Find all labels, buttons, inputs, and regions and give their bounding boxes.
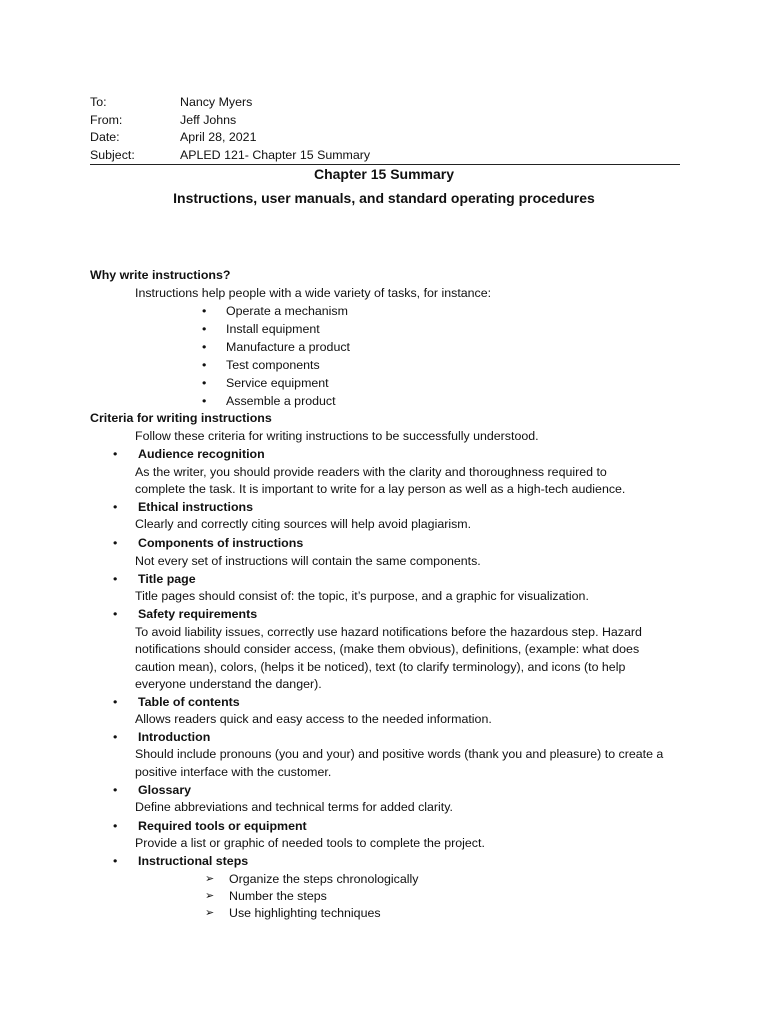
criteria-bullet-icon: • [113, 607, 118, 621]
why-item: Service equipment [226, 376, 329, 390]
criteria-item-label: Instructional steps [138, 854, 249, 868]
criteria-bullet-icon: • [113, 783, 118, 797]
why-bullet-icon: • [202, 394, 207, 408]
why-bullet-icon: • [202, 376, 207, 390]
criteria-bullet-icon: • [113, 447, 118, 461]
criteria-bullet-icon: • [113, 854, 118, 868]
criteria-item-text: Define abbreviations and technical terms for added clarity. [135, 800, 453, 814]
why-bullet-icon: • [202, 340, 207, 354]
memo-to-row [90, 94, 680, 112]
criteria-item-label: Table of contents [138, 695, 240, 709]
memo-subject-label: Subject: [90, 147, 135, 162]
memo-header [90, 94, 680, 164]
criteria-item-text: positive interface with the customer. [135, 765, 332, 779]
criteria-item-text: complete the task. It is important to write for a lay person as well as a high-tech audience. [135, 482, 626, 496]
document-title: Chapter 15 Summary [313, 166, 455, 182]
arrow-bullet-icon: ➢ [205, 873, 215, 885]
step-item: Number the steps [229, 889, 327, 903]
criteria-item-text: Provide a list or graphic of needed tools to complete the project. [135, 836, 485, 850]
criteria-bullet-icon: • [113, 500, 118, 514]
criteria-item-text: Title pages should consist of: the topic, it’s purpose, and a graphic for visualization. [135, 589, 589, 603]
arrow-bullet-icon: ➢ [205, 907, 215, 919]
why-item: Manufacture a product [226, 340, 350, 354]
memo-to-value: Nancy Myers [180, 95, 253, 109]
why-bullet-icon: • [202, 322, 207, 336]
criteria-item-text: caution mean), colors, (helps it be noticed), text (to clarify terminology), and icons (to help [135, 660, 626, 674]
why-bullet-icon: • [202, 358, 207, 372]
memo-subject-row [90, 147, 680, 165]
criteria-item-label: Audience recognition [138, 447, 265, 461]
criteria-item-text: notifications should consider access, (make them obvious), definitions, (example: what does [135, 642, 640, 656]
why-bullet-icon: • [202, 304, 207, 318]
criteria-item-label: Ethical instructions [138, 500, 253, 514]
criteria-item-text: Not every set of instructions will contain the same components. [135, 554, 481, 568]
why-item: Install equipment [226, 322, 320, 336]
why-item: Assemble a product [226, 394, 336, 408]
criteria-heading: Criteria for writing instructions [90, 411, 272, 425]
criteria-item-text: As the writer, you should provide readers with the clarity and thoroughness required to [135, 465, 607, 479]
criteria-item-label: Required tools or equipment [138, 819, 307, 833]
memo-subject-value: APLED 121- Chapter 15 Summary [180, 147, 371, 162]
memo-from-row [90, 112, 680, 130]
criteria-intro: Follow these criteria for writing instructions to be successfully understood. [135, 429, 539, 443]
arrow-bullet-icon: ➢ [205, 890, 215, 902]
criteria-item-text: Should include pronouns (you and your) and positive words (thank you and pleasure) to create a [135, 747, 664, 761]
criteria-bullet-icon: • [113, 572, 118, 586]
criteria-item-label: Safety requirements [138, 607, 258, 621]
why-item: Operate a mechanism [226, 304, 348, 318]
step-item: Organize the steps chronologically [229, 872, 419, 886]
criteria-item-text: everyone understand the danger). [135, 677, 322, 691]
why-heading: Why write instructions? [90, 268, 231, 282]
why-item: Test components [226, 358, 320, 372]
criteria-bullet-icon: • [113, 695, 118, 709]
memo-from-value: Jeff Johns [180, 112, 237, 127]
criteria-item-text: Allows readers quick and easy access to the needed information. [135, 712, 492, 726]
memo-date-label: Date: [90, 130, 120, 144]
criteria-item-label: Introduction [138, 730, 211, 744]
memo-date-row [90, 129, 680, 147]
document-subtitle: Instructions, user manuals, and standard operating procedures [173, 190, 595, 206]
why-intro: Instructions help people with a wide variety of tasks, for instance: [135, 286, 492, 300]
memo-to-label: To: [90, 95, 107, 109]
criteria-item-label: Components of instructions [138, 536, 304, 550]
criteria-bullet-icon: • [113, 730, 118, 744]
criteria-item-label: Glossary [138, 783, 192, 797]
criteria-item-text: To avoid liability issues, correctly use hazard notifications before the hazardous step. Hazard [135, 625, 642, 639]
memo-date-value: April 28, 2021 [180, 130, 257, 144]
step-item: Use highlighting techniques [229, 906, 381, 920]
criteria-bullet-icon: • [113, 536, 118, 550]
criteria-item-text: Clearly and correctly citing sources will help avoid plagiarism. [135, 517, 472, 531]
memo-from-label: From: [90, 112, 123, 127]
criteria-bullet-icon: • [113, 819, 118, 833]
header-divider [90, 164, 680, 165]
criteria-item-label: Title page [138, 572, 196, 586]
